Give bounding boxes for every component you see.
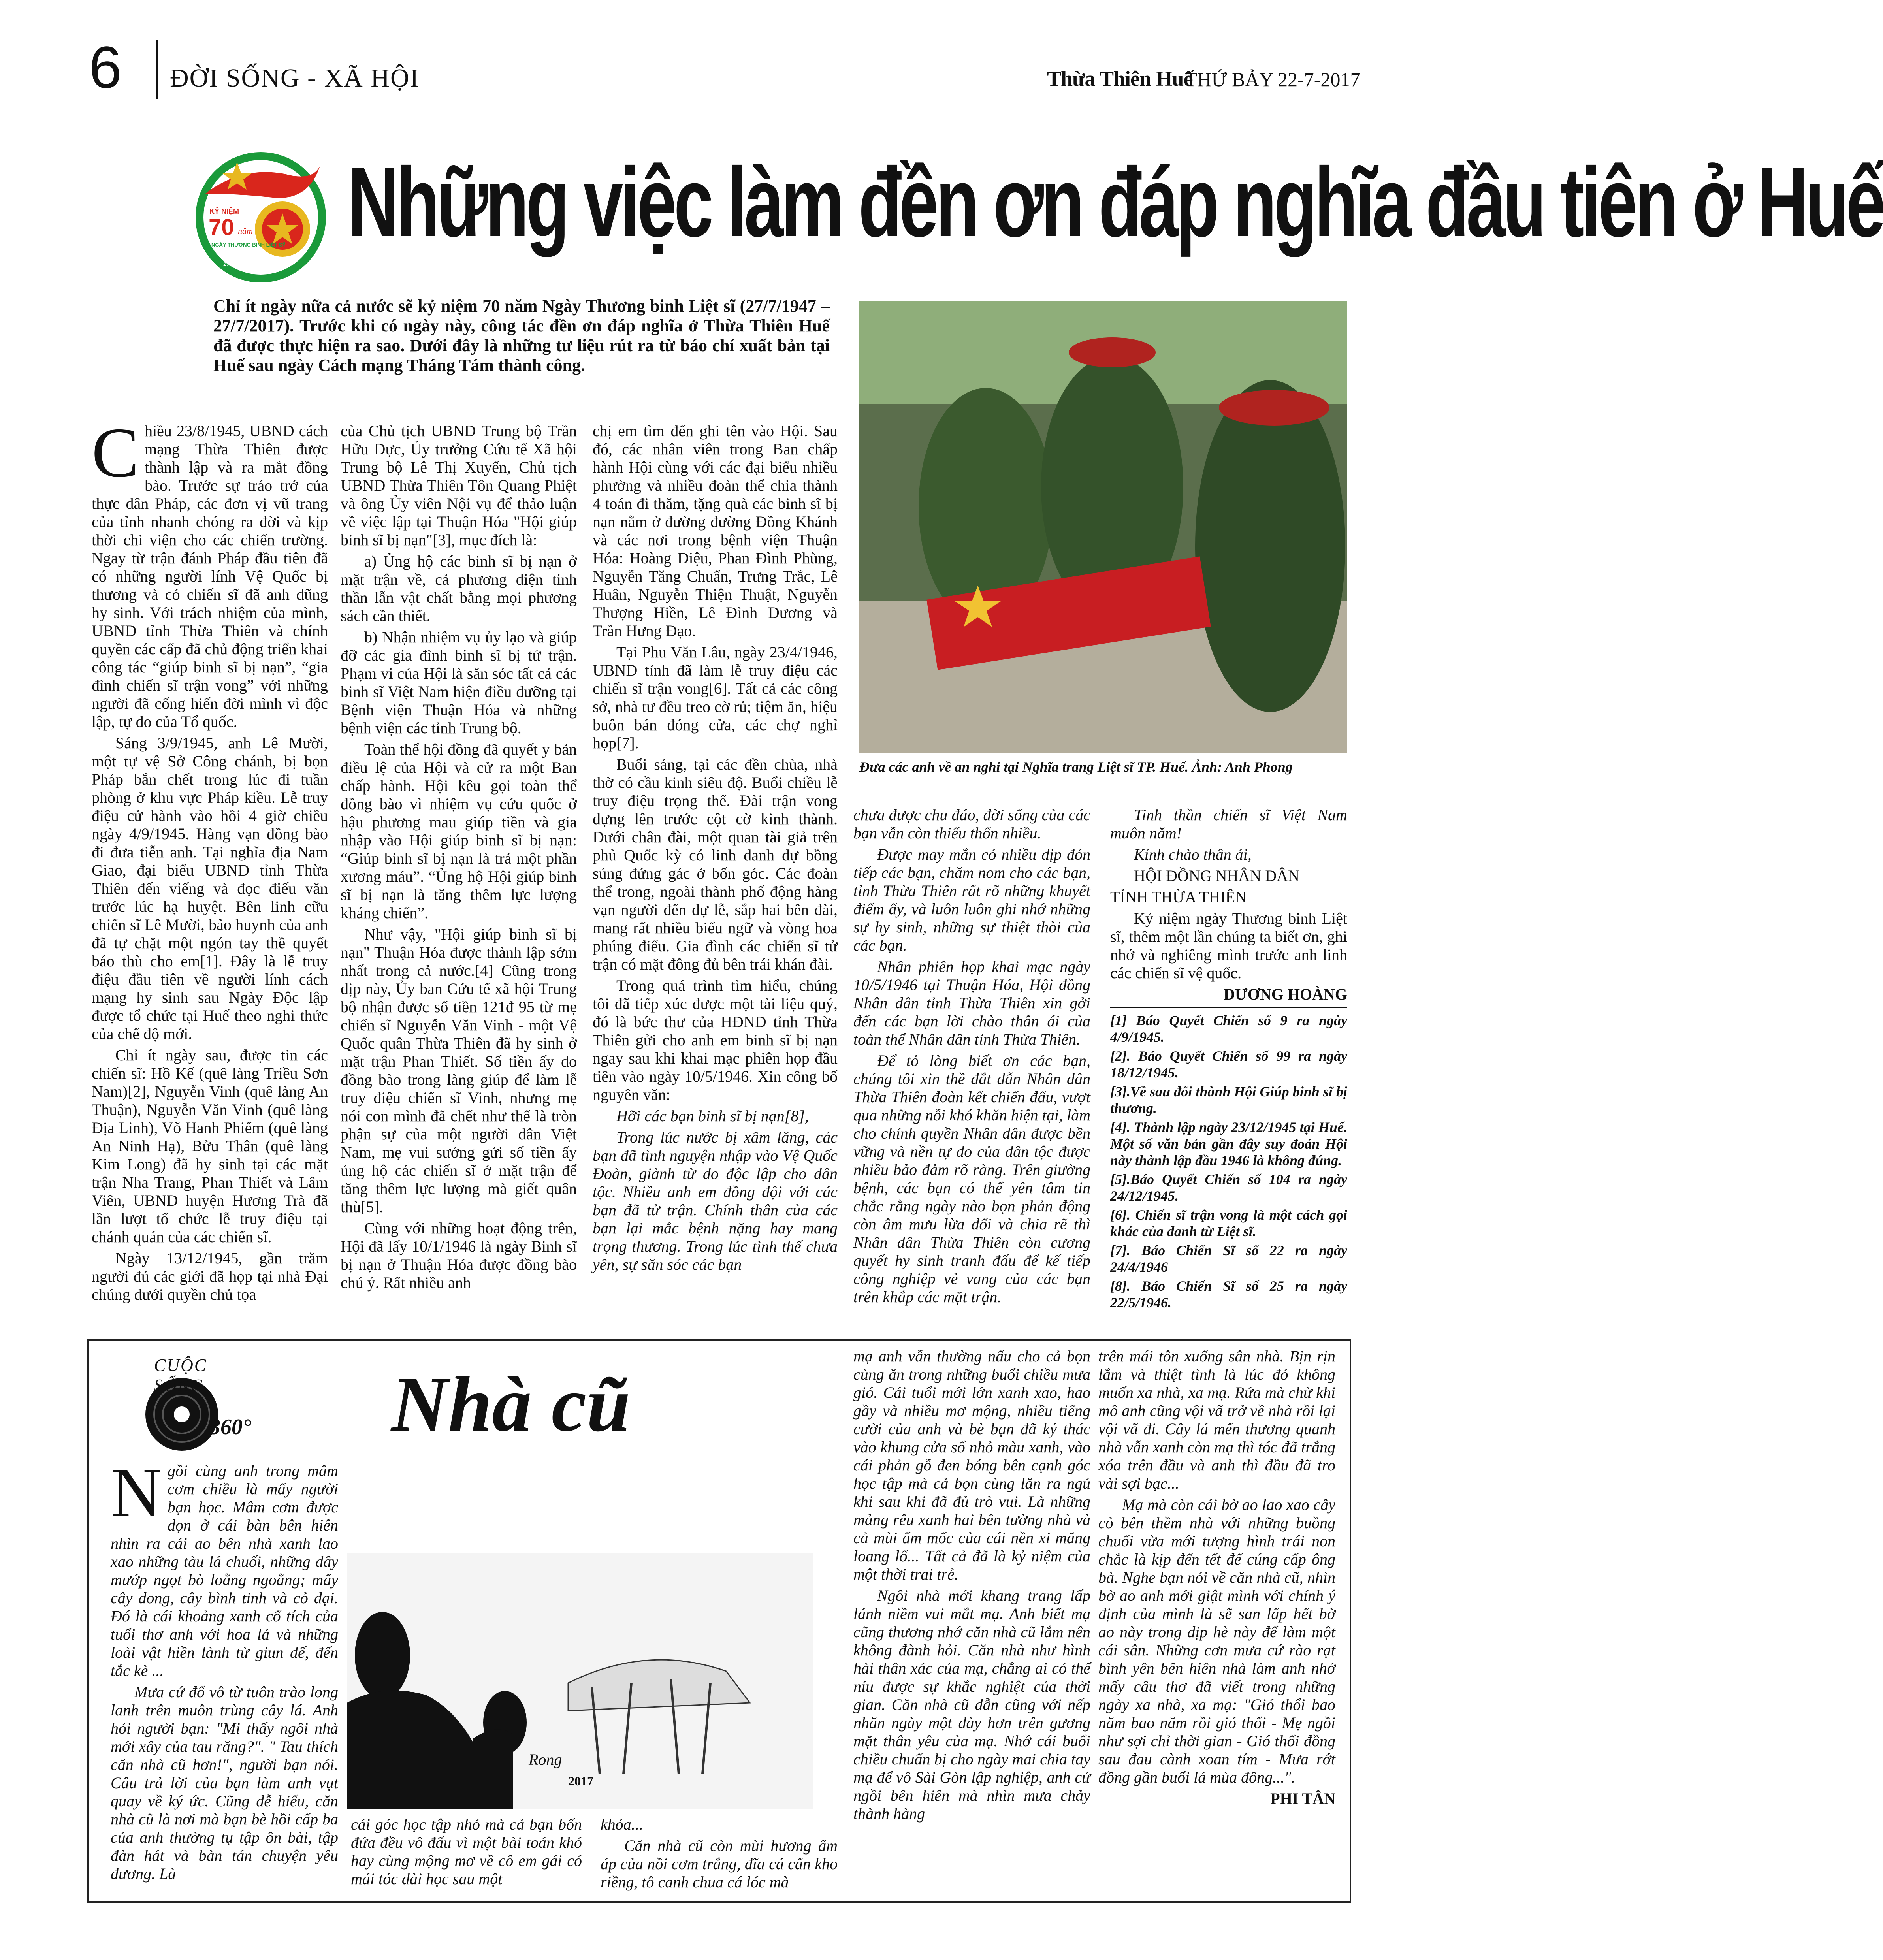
ref-3: [3].Về sau đổi thành Hội Giúp binh sĩ bị thương. (1110, 1084, 1347, 1116)
article-col-4 (853, 806, 1090, 1309)
article-photo (859, 301, 1347, 753)
badge-360: 360° (209, 1415, 252, 1439)
photo-caption: Đưa các anh về an nghỉ tại Nghĩa trang Liệt sĩ TP. Huế. Ảnh: Anh Phong (859, 759, 1293, 775)
col1-p1: hiều 23/8/1945, UBND cách mạng Thừa Thiên được thành lập và ra mắt đồng bào. Trước sự tráo trở của thực dân Pháp, các đơn vị vũ trang của tỉnh nhanh chóng ra đời và kịp thời chi viện cho các chiến trường. Ngay từ trận đánh Pháp đầu tiên đã có những người lính Vệ Quốc bị thương và có chiến sĩ đã anh dũng hy sinh. Với trách nhiệm của mình, UBND tỉnh Thừa Thiên và chính quyền các cấp đã chủ động triển khai công tác “giúp binh sĩ bị nạn”, “gia đình chiến sĩ trận vong” với những người đã cống hiến đời mình vì độc lập, tự do của Tổ quốc. (92, 422, 328, 731)
ref-6: [6]. Chiến sĩ trận vong là một cách gọi khác của danh từ Liệt sĩ. (1110, 1207, 1347, 1239)
feature-col-4 (853, 1347, 1090, 1826)
feature-col-2 (351, 1815, 582, 1891)
col4-p1: chưa được chu đáo, đời sống của các bạn vẫn còn thiếu thốn nhiều. (853, 806, 1090, 842)
illus-year: 2017 (568, 1774, 593, 1788)
refs-divider (1110, 1007, 1347, 1008)
col3-p1: chị em tìm đến ghi tên vào Hội. Sau đó, các nhân viên trong Ban chấp hành Hội cùng với các đại biểu nhiều phường và nhiều đoàn thể chia thành 4 toán đi thăm, tặng quà các binh sĩ bị nạn nằm ở đường đường Đồng Khánh và các nơi trong bệnh viện Thuận Hóa: Hoàng Diệu, Phan Đình Phùng, Nguyễn Tăng Chuẩn, Trưng Trắc, Lê Huân, Nguyễn Thiện Thuật, Nguyễn Thượng Hiền, Lê Đình Dương và Trần Hưng Đạo. (593, 422, 838, 640)
ref-2: [2]. Báo Quyết Chiến số 99 ra ngày 18/12/1945. (1110, 1048, 1347, 1081)
feature-col-3 (601, 1815, 838, 1894)
issue-date: THỨ BẢY 22-7-2017 (1185, 68, 1360, 90)
dropcap-c: C (92, 413, 139, 492)
col5-p3: HỘI ĐỒNG NHÂN DÂN (1134, 867, 1299, 885)
col4-p4: Để tỏ lòng biết ơn các bạn, chúng tôi xin thề đắt dẫn Nhân dân Thừa Thiên đoàn kết chiến đấu, vượt qua những nỗi khó khăn hiện tại, làm cho chính quyền Nhân dân được bền vững và nền tự do của dân tộc được nhiều bảo đảm rõ ràng. Trên giường bệnh, các bạn có thể yên tâm tin chắc rằng ngày nào bọn phản động còn âm mưu lừa dối và chia rẽ thì Nhân dân Thừa Thiên còn cương quyết hy sinh tranh đấu để kế tiếp công nghiệp vẻ vang của các bạn trên khắp các mặt trận. (853, 1052, 1090, 1306)
feature-col1-p1: gồi cùng anh trong mâm cơm chiều là mấy người bạn học. Mâm cơm được dọn ở cái bàn bên hiên nhìn ra cái ao bên nhà xanh lao xao những tàu lá chuối, những dây mướp ngọt bò loằng ngoằng; mấy cây dong, cây bình tinh và cỏ dại. Đó là cái khoảng xanh cổ tích của tuổi thơ anh với hoa lá và những loài vật hiền lành từ giun dế, đến tắc kè ... (111, 1462, 338, 1679)
col3-p2: Tại Phu Văn Lâu, ngày 23/4/1946, UBND tỉnh đã làm lễ truy điệu các chiến sĩ trận vong[6]. Tất cả các công sở, nhà tư đều treo cờ rủ; tiệm ăn, hiệu buôn bán đóng cửa, các chợ nghỉ họp[7]. (593, 643, 838, 752)
feature-col5-p2: Mạ mà còn cái bờ ao lao xao cây cỏ bên thềm nhà với những buồng chuối vừa mới tượng hình trái non chắc là kịp đến tết để cúng cấp ông bà. Nghe bạn nói về căn nhà cũ, nhìn bờ ao anh mới giật mình với chính ý định của mình là sẽ san lấp hết bờ ao này trong dịp hè này để làm một cái sân. Những cơn mưa cứ rào rạt bình yên bên hiên nhà làm anh nhớ mấy câu thơ đã viết trong những ngày xa nhà, xa mạ: "Gió thổi bao năm bao năm rồi gió thổi - Mẹ ngồi như sợi chỉ thời gian - Gió thổi đồng sau đau cành xoan tím - Mưa rớt đồng gần buổi lá mùa đông...". (1098, 1496, 1335, 1786)
ref-1: [1] Báo Quyết Chiến số 9 ra ngày 4/9/1945. (1110, 1013, 1347, 1045)
article-col-1 (92, 413, 328, 1307)
article-title: Những việc làm đền ơn đáp nghĩa đầu tiên ở Huế (348, 147, 1883, 257)
col4-p2: Được may mắn có nhiều dịp đón tiếp các bạn, chăm nom cho các bạn, tỉnh Thừa Thiên rất rõ những khuyết điểm ấy, và luôn luôn ghi nhớ những sự hy sinh, những sự thiệt thòi của các bạn. (853, 845, 1090, 954)
feature-title: Nhà cũ (391, 1361, 631, 1448)
feature-col5-p1: trên mái tôn xuống sân nhà. Bịn rịn lắm và thiệt tình là lúc đó không muốn xa nhà, xa mạ. Rứa mà chừ khi mô anh cũng vội vã trở về nhà rồi lại vội vã đi. Cây lá mến thương quanh nhà vẫn xanh còn mạ thì tóc đã trắng xóa trên đầu và anh thì đầu đã tro vài sợi bạc... (1098, 1347, 1335, 1492)
col2-p3: b) Nhận nhiệm vụ ủy lạo và giúp đỡ các gia đình binh sĩ bị tử trận. Phạm vi của Hội là săn sóc tất cả các binh sĩ Việt Nam hiện điều dưỡng tại Bệnh viện Thuận Hóa và những bệnh viện các tỉnh Trung bộ. (341, 628, 577, 737)
feature-col3-p1: khóa... (601, 1815, 643, 1833)
silhouette-illustration-icon (347, 1553, 813, 1809)
logo-nam: năm (238, 226, 253, 236)
feature-author: PHI TÂN (1270, 1790, 1335, 1807)
col2-p1: của Chủ tịch UBND Trung bộ Trần Hữu Dực, Ủy trưởng Cứu tế Xã hội Trung bộ Lê Thị Xuyến, Chủ tịch UBND Thừa Thiên Tôn Quang Phiệt và ông Ủy viên Nội vụ để thảo luận về việc lập tại Thuận Hóa "Hội giúp binh sĩ bị nạn"[3], mục đích là: (341, 422, 577, 549)
article-author: DƯƠNG HOÀNG (1224, 985, 1347, 1003)
references (1110, 1012, 1347, 1311)
col5-p1: Tinh thần chiến sĩ Việt Nam muôn năm! (1110, 806, 1347, 842)
col3-p5: Hỡi các bạn binh sĩ bị nạn[8], (616, 1107, 809, 1125)
col1-p3: Chỉ ít ngày sau, được tin các chiến sĩ: Hồ Kế (quê làng Triều Sơn Nam)[2], Nguyễn Vinh (quê làng An Thuận), Nguyễn Văn Vinh (quê làng Địa Linh), Võ Hanh Phiếm (quê làng An Ninh Hạ), Bửu Thân (quê làng Kim Long) đã hy sinh tại các mặt trận Nha Trang, Phan Thiết và Lâm Viên, UBND huyện Hương Trà đã lần lượt tổ chức lễ truy điệu tại chánh quán của các chiến sĩ. (92, 1046, 328, 1246)
dropcap-n: N (111, 1453, 162, 1532)
col5-p2: Kính chào thân ái, (1134, 845, 1252, 863)
feature-col4-p2: Ngôi nhà mới khang trang lấp lánh niềm vui mắt mạ. Anh biết mạ cũng thương nhớ căn nhà cũ lắm nên không đành hỏi. Căn nhà như hình hài thân xác của mạ, chẳng ai có thể níu được sự khắc nghiệt của thời gian. Căn nhà cũ dẫn cũng với nếp nhăn ngày một dày hơn trên gương mặt thân yêu của mạ. Nhớ cái buổi chiều chuẩn bị cho ngày mai chia tay mạ để vô Sài Gòn lập nghiệp, anh cứ ngồi bên hiên mà nhìn mưa chảy thành hàng (853, 1587, 1090, 1823)
ref-5: [5].Báo Quyết Chiến số 104 ra ngày 24/12/1945. (1110, 1171, 1347, 1204)
col4-p3: Nhân phiên họp khai mạc ngày 10/5/1946 tại Thuận Hóa, Hội đồng Nhân dân tỉnh Thừa Thiên xin gởi đến các bạn lời chào thân ái của toàn thể Nhân dân tỉnh Thừa Thiên. (853, 958, 1090, 1048)
badge-text: CUỘC SỐNG (154, 1356, 207, 1395)
article-col-2 (341, 422, 577, 1295)
section-title: ĐỜI SỐNG - XÃ HỘI (170, 64, 420, 92)
col3-p6: Trong lúc nước bị xâm lăng, các bạn đã tình nguyện nhập vào Vệ Quốc Đoàn, giành từ do độc lập cho dân tộc. Nhiều anh em đồng đội với các bạn đã tử trận. Chính thân của các bạn lại mắc bệnh nặng hay mang trọng thương. Trong lúc tình thế chưa yên, sự săn sóc các bạn (593, 1128, 838, 1273)
col1-p4: Ngày 13/12/1945, gần trăm người đủ các giới đã họp tại nhà Đại chúng dưới quyền chủ tọa (92, 1249, 328, 1303)
feature-col-5 (1098, 1347, 1335, 1811)
col5-p4: TỈNH THỪA THIÊN (1110, 888, 1247, 906)
cuoc-song-badge (130, 1355, 261, 1454)
ref-7: [7]. Báo Chiến Sĩ số 22 ra ngày 24/4/1946 (1110, 1243, 1347, 1275)
col2-p5: Như vậy, "Hội giúp binh sĩ bị nạn" Thuận Hóa được thành lập sớm nhất trong cả nước.[4] Cũng trong dịp này, Ủy ban Cứu tế xã hội Trung bộ nhận được số tiền 121đ 95 từ mẹ chiến sĩ Nguyễn Văn Vinh - một Vệ Quốc quân Thừa Thiên đã hy sinh ở mặt trận Phan Thiết. Số tiền ấy do đồng bào trong làng giúp để làm lễ truy điệu chiến sĩ Vinh, nhưng mẹ nói con mình đã chết như thế là tròn phận sự của một người dân Việt Nam, mẹ vui sướng gửi số tiền ấy ủng hộ các chiến sĩ ở mặt trận để tăng thêm lực lượng mà giết quân thù[5]. (341, 925, 577, 1216)
header-divider (156, 40, 158, 99)
col2-p2: a) Ủng hộ các binh sĩ bị nạn ở mặt trận về, cả phương diện tinh thần lẫn vật chất bằng mọi phương sách cần thiết. (341, 552, 577, 625)
article-lead: Chỉ ít ngày nữa cả nước sẽ kỷ niệm 70 năm Ngày Thương binh Liệt sĩ (27/7/1947 – 27/7/2017). Trước khi có ngày này, công tác đền ơn đáp nghĩa ở Thừa Thiên Huế đã được thực hiện ra sao. Dưới đây là những tư liệu rút ra từ báo chí xuất bản tại Huế sau ngày Cách mạng Tháng Tám thành công. (213, 296, 830, 375)
article-col-5 (1110, 806, 1347, 1313)
col2-p6: Cùng với những hoạt động trên, Hội đã lấy 10/1/1946 là ngày Binh sĩ bị nạn ở Thuận Hóa được đồng bào chú ý. Rất nhiều anh (341, 1219, 577, 1292)
col5-p5: Kỷ niệm ngày Thương binh Liệt sĩ, thêm một lần chúng ta biết ơn, ghi nhớ và nghiêng mình trước anh linh các chiến sĩ vệ quốc. (1110, 909, 1347, 982)
col3-p4: Trong quá trình tìm hiểu, chúng tôi đã tiếp xúc được một tài liệu quý, đó là bức thư của HĐND tỉnh Thừa Thiên gửi cho anh em binh sĩ bị nạn ngay sau khi khai mạc phiên họp đầu tiên vào ngày 10/5/1946. Xin công bố nguyên văn: (593, 977, 838, 1103)
logo-ngay: NGÀY THƯƠNG BINH LIỆT SỸ (211, 242, 286, 248)
col2-p4: Toàn thể hội đồng đã quyết y bản điều lệ của Hội và cử ra một Ban chấp hành. Hội kêu gọi toàn thể đồng bào vì nhiệm vụ cứu quốc ở hậu phương mau giúp tiền và gia nhập vào Hội giúp binh sĩ bị nạn: “Giúp binh sĩ bị nạn là trả một phần xương máu”. “Ủng hộ Hội giúp binh sĩ bị nạn là tăng thêm lực lượng kháng chiến”. (341, 740, 577, 922)
anniversary-logo (194, 150, 328, 284)
col3-p3: Buổi sáng, tại các đền chùa, nhà thờ có cầu kinh siêu độ. Buổi chiều lễ truy điệu trọng thể. Đài trận vong dựng lên trước cột cờ kinh thành. Dưới chân đài, một quan tài giả trên phủ Quốc kỳ có linh danh dự bồng súng đứng gác ở bốn góc. Các đoàn thể trong, ngoài thành phố động hàng vạn người đến dự lễ, sắp hai bên đài, mang rất nhiều biểu ngữ và vòng hoa phúng điếu. Gia đình các chiến sĩ tử trận có mặt đông đủ bên trái khán đài. (593, 755, 838, 973)
page-number: 6 (89, 34, 122, 100)
feature-col3-p2: Căn nhà cũ còn mùi hương ấm áp của nồi cơm trắng, đĩa cá cấn kho riềng, tô canh chua cá lóc mà (601, 1837, 838, 1891)
illus-signature: Rong (529, 1751, 562, 1768)
col1-p2: Sáng 3/9/1945, anh Lê Mười, một tự vệ Sở Công chánh, bị bọn Pháp bắn chết trong lúc đi tuần phòng ở khu vực Pháp kiều. Lễ truy điệu cử hành vào hồi 4 giờ chiều ngày 4/9/1945. Hàng vạn đồng bào đi đưa tiễn anh. Tại nghĩa địa Nam Giao, đại biểu UBND tỉnh Thừa Thiên đến viếng và đọc điếu văn trước lúc hạ huyệt. Bên linh cữu chiến sĩ Lê Mười, bảo huynh của anh đã tự chặt một ngón tay thề quyết báo thù cho em[1]. Đây là lễ truy điệu đầu tiên về người lính cách mạng hy sinh sau Ngày Độc lập được tổ chức tại Huế theo nghi thức của chế độ mới. (92, 734, 328, 1043)
logo-dates: 27/7/1947 - 27/7/2017 (223, 261, 278, 267)
logo-kyniem: KỶ NIỆM (209, 207, 239, 215)
feature-col2-p1: cái góc học tập nhỏ mà cả bạn bốn đứa đều vô đấu vì một bài toán khó hay cùng mộng mơ về cô em gái có mái tóc dài học sau một (351, 1815, 582, 1888)
feature-col-1 (111, 1453, 338, 1886)
soldiers-photo-icon (859, 301, 1347, 753)
feature-col4-p1: mạ anh vẫn thường nấu cho cả bọn cùng ăn trong những buổi chiều mưa gió. Cái tuổi mới lớn xanh xao, hao gầy và nhiều mơ mộng, nhiều tiếng cười của anh và bè bạn đã ký thác vào khung cửa sổ nhỏ màu xanh, vào cái phản gỗ đen bóng bên cạnh góc học tập mà cả bọn cùng lăn ra ngủ khi sau khi đã đủ trò vui. Là những mảng rêu xanh hai bên tường nhà và cả mùi ẩm mốc của cái nền xi măng loang lổ... Tất cả đã là kỷ niệm của một thời trai trẻ. (853, 1347, 1090, 1583)
ref-4: [4]. Thành lập ngày 23/12/1945 tại Huế. Một số văn bản gần đây suy đoán Hội này thành lập đầu 1946 là không đúng. (1110, 1119, 1347, 1168)
newspaper-name: Thừa Thiên Huế (1047, 67, 1193, 90)
feature-illustration (347, 1553, 813, 1809)
feature-col1-p2: Mưa cứ đổ vô từ tuôn trào long lanh trên muôn trùng cây lá. Anh hỏi người bạn: "Mi thấy ngôi nhà mới xây của tau răng?". " Tau thích căn nhà cũ hơn!", người bạn nói. Câu trả lời của bạn làm anh vụt quay về ký ức. Cũng dễ hiểu, căn nhà cũ là nơi mà bạn bè hồi cấp ba của anh thường tụ tập ôn bài, tập đàn hát và bàn tán chuyện yêu đương. Là (111, 1683, 338, 1883)
article-col-3 (593, 422, 838, 1277)
logo-70: 70 (209, 215, 234, 240)
ref-8: [8]. Báo Chiến Sĩ số 25 ra ngày 22/5/1946. (1110, 1278, 1347, 1310)
